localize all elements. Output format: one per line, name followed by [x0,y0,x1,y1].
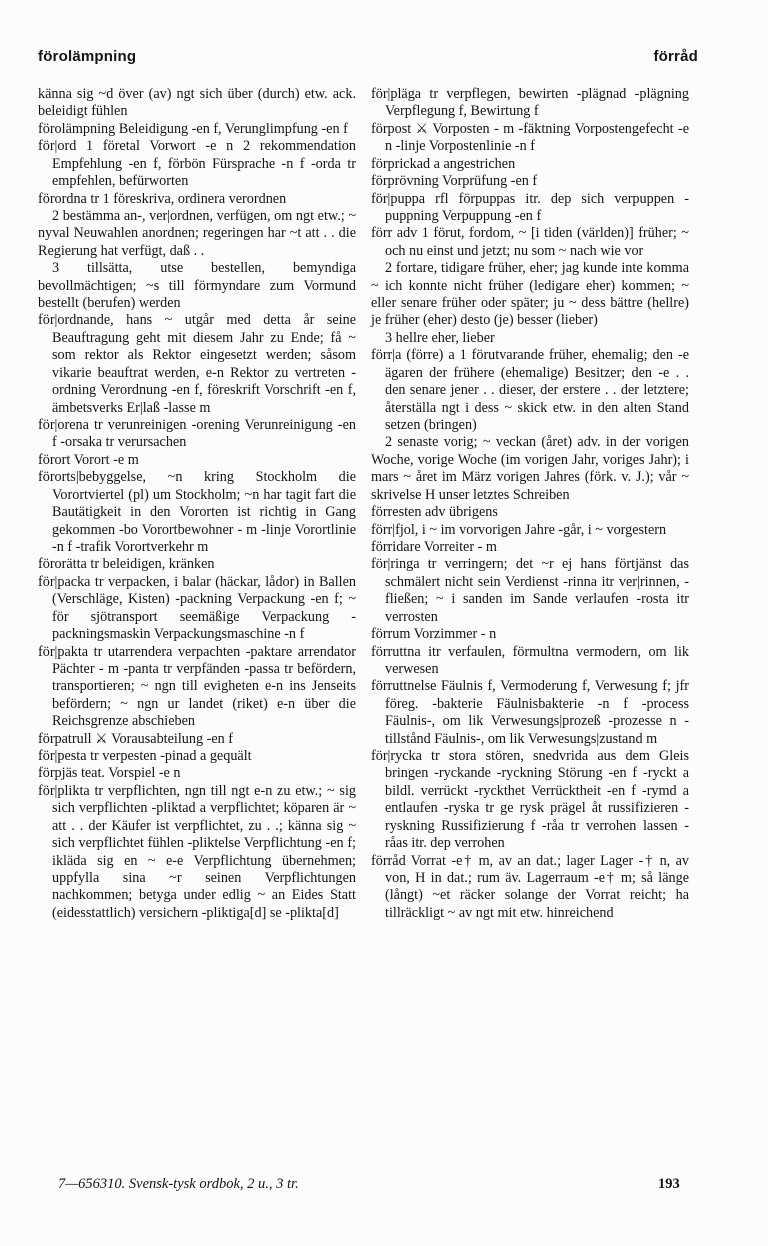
dictionary-entry: förorätta tr beleidigen, kränken [38,556,215,573]
dictionary-entry: förråd Vorrat -e† m, av an dat.; lager Lager -† n, av von, H in dat.; rum äv. Lagerraum -e† m; så länge (långt) ~et räcker solange der Vorrat reicht; ha tillräckligt ~ av ngt mit etw. hinreichend [371,852,689,921]
dictionary-entry: förr|fjol, i ~ im vorvorigen Jahre -går, i ~ vorgestern [371,521,667,538]
dictionary-entry: förrum Vorzimmer - n [371,626,497,643]
page-number: 193 [658,1176,680,1192]
dictionary-entry: förruttnelse Fäulnis f, Vermoderung f, Verwesung f; jfr föreg. -bakterie Fäulnisbakterie -n f -process Fäulnis-, om lik Verwesungs|prozeß -prozesse n -tillstånd Fäulnis-, om lik Verwesungs|zustand m [371,678,689,747]
dictionary-entry: förridare Vorreiter - m [371,538,497,555]
printer-signature: 7—656310. Svensk-tysk ordbok, 2 u., 3 tr. [58,1176,299,1192]
dictionary-entry: för|pesta tr verpesten -pinad a gequält [38,748,252,765]
dictionary-entry: förprickad a angestrichen [371,155,516,172]
dictionary-sense: 2 fortare, tidigare früher, eher; jag kunde inte komma ~ ich konnte nicht früher (ledigare eher) kommen; ~ eller senare früher oder später; ju ~ dess bättre (hellre) je früher (eher) desto (je) besser (lieber) [371,260,689,329]
dictionary-entry: för|pakta tr utarrendera verpachten -paktare arrendator Pächter - m -panta tr verpfänden -passa tr befördern, transportieren; ~ ngn till evigheten e-n ins Jenseits befördern; ~ ngn ur landet (riket) e-n über die Reichsgrenze abschieben [38,643,356,730]
dictionary-entry: förpatrull ⚔ Vorausabteilung -en f [38,730,234,747]
dictionary-entry: förordna tr 1 föreskriva, ordinera verordnen [38,190,287,207]
dictionary-sense: 3 hellre eher, lieber [385,329,495,346]
dictionary-entry: förorts|bebyggelse, ~n kring Stockholm die Vorortviertel (pl) um Stockholm; ~n har tagit fart die Bautätigkeit in den Vororten ist richtig in Gang gekommen -bo Vorortbewohner - m -linje Vorortlinie -n f -trafik Vorortverkehr m [38,469,356,555]
dictionary-entry: för|rycka tr stora stören, snedvrida aus dem Gleis bringen -ryckande -ryckning Störung -en f -ryckt a bildl. verrückt -ryckthet Verrücktheit -en f -rymd a entlaufen -ryska tr ge rysk prägel åt russifizieren -ryskning Russifizierung f -råa tr verrohen lassen -råas itr. dep verrohen [371,748,689,852]
guide-word-left: förolämpning [38,48,137,65]
dictionary-entry: förr|a (förre) a 1 förutvarande früher, ehemalig; den -e ägaren der frühere (ehemalige) Besitzer; den -e . . den senare jener . . dieser, der erstere . . der letztere; återställa ngt i dess ~ skick etw. in den alten Stand setzen (bringen) [371,347,689,434]
right-column [371,86,689,922]
dictionary-entry: för|ordnande, hans ~ utgår med detta år seine Beauftragung geht mit diesem Jahr zu Ende; få ~ som rektor als Rektor eingesetzt werden; såsom vikarie beauftrat werden, e-n Rektor zu vertreten -ordning Verordnung -en f, föreskrift Vorschrift -en f, ämbetsverks Er|laß -lasse m [38,312,356,416]
dictionary-entry: för|pläga tr verpflegen, bewirten -plägnad -plägning Verpflegung f, Bewirtung f [371,86,689,120]
dictionary-entry: förpjäs teat. Vorspiel -e n [38,765,181,782]
guide-word-right: förråd [653,48,698,65]
dictionary-entry: förolämpning Beleidigung -en f, Verunglimpfung -en f [38,120,348,137]
dictionary-entry: förruttna itr verfaulen, förmultna vermodern, om lik verwesen [371,643,689,677]
dictionary-entry: för|orena tr verunreinigen -orening Verunreinigung -en f -orsaka tr verursachen [38,417,356,451]
dictionary-entry: för|plikta tr verpflichten, ngn till ngt e-n zu etw.; ~ sig sich verpflichten -pliktad a verpflichtet; köparen är ~ att . . der Käufer ist verpflichtet, zu . .; känna sig ~ sich verpflichtet fühlen -pliktelse Verpflichtung -en f; ikläda sig en ~ e-e Verpflichtung übernehmen; uppfylla sina ~r seinen Verpflichtungen nachkommen; betyga under edlig ~ an Eides Statt (eidesstattlich) versichern -pliktiga[d] se -plikta[d] [38,782,356,921]
left-column [38,86,356,922]
dictionary-sense: 2 senaste vorig; ~ veckan (året) adv. in der vorigen Woche, vorige Woche (im vorigen Jahr, voriges Jahr); i mars ~ året im März vorigen Jahres (förk. v. J.); vår ~ skrivelse H unser letztes Schreiben [371,434,689,503]
dictionary-entry: känna sig ~d över (av) ngt sich über (durch) etw. ack. beleidigt fühlen [38,86,356,120]
dictionary-entry: för|packa tr verpacken, i balar (häckar, lådor) in Ballen (Verschläge, Kisten) -packning Verpackung -en f; ~ för sjötransport seemäßige Verpackung -packningsmaskin Verpackungsmaschine -n f [38,573,356,643]
dictionary-entry: för|ord 1 företal Vorwort -e n 2 rekommendation Empfehlung -en f, förbön Fürsprache -n f -orda tr empfehlen, befürworten [38,138,356,190]
dictionary-entry: förresten adv übrigens [371,504,498,521]
dictionary-entry: för|ringa tr verringern; det ~r ej hans förtjänst das schmälert nicht sein Verdienst -rinna itr ver|rinnen, -fließen; ~ i sanden im Sande verlaufen -rosta itr verrosten [371,556,689,625]
dictionary-entry: förr adv 1 förut, fordom, ~ [i tiden (världen)] früher; ~ och nu einst und jetzt; nu som ~ nach wie vor [371,225,689,259]
dictionary-sense: 2 bestämma an-, ver|ordnen, verfügen, om ngt etw.; ~ nyval Neuwahlen anordnen; regeringen har ~t att . . die Regierung hat verfügt, daß . . [38,207,356,259]
dictionary-sense: 3 tillsätta, utse bestellen, bemyndiga bevollmächtigen; ~s till förmyndare zum Vormund bestellt (berufen) werden [38,260,356,312]
dictionary-entry: förpost ⚔ Vorposten - m -fäktning Vorpostengefecht -e n -linje Vorpostenlinie -n f [371,120,689,155]
dictionary-entry: förort Vorort -e m [38,451,139,468]
dictionary-entry: förprövning Vorprüfung -en f [371,173,538,190]
dictionary-entry: för|puppa rfl förpuppas itr. dep sich verpuppen -puppning Verpuppung -en f [371,190,689,224]
